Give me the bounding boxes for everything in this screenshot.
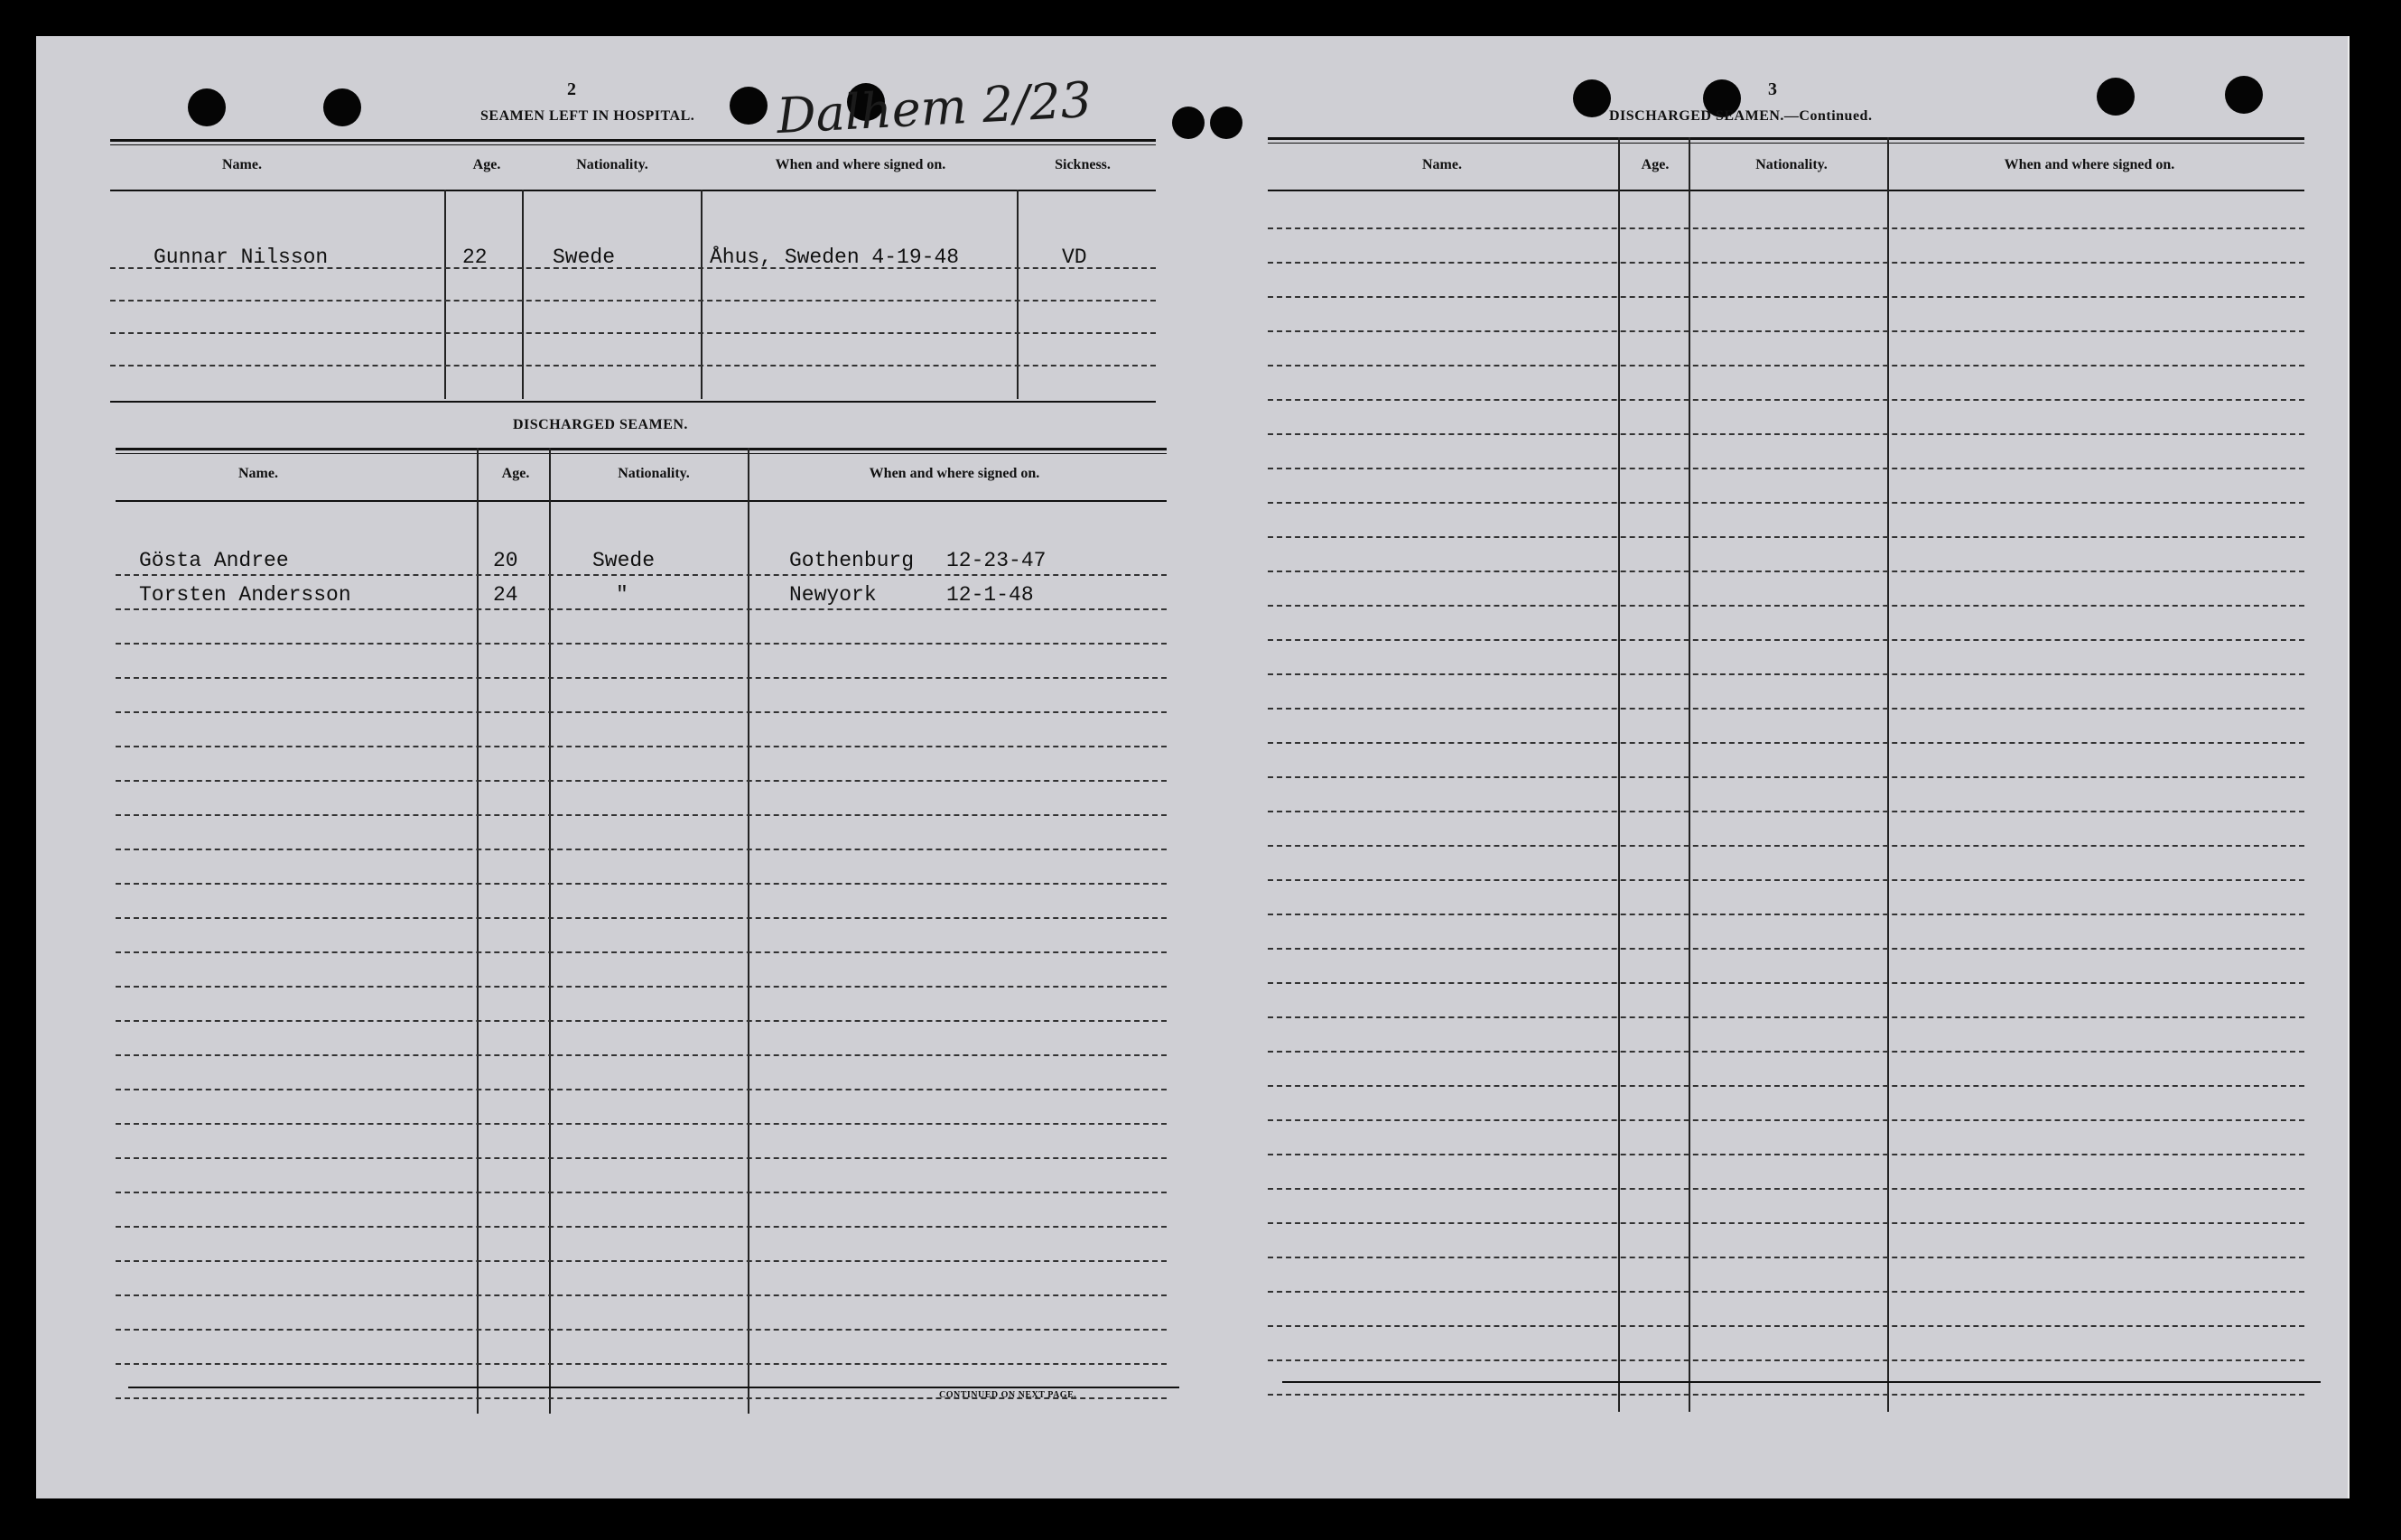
hospital-table [110, 139, 1156, 437]
punch-hole [2225, 76, 2263, 114]
discharged-date-cell: 12-1-48 [946, 583, 1034, 607]
hospital-name-cell: Gunnar Nilsson [154, 246, 329, 269]
col-header-sickness: Sickness. [1055, 157, 1111, 172]
punch-hole [323, 88, 361, 126]
discharged-table [116, 448, 1167, 1423]
page-number-right: 3 [1768, 79, 1777, 99]
continued-note: CONTINUED ON NEXT PAGE. [939, 1390, 1077, 1400]
discharged-continued-table [1268, 137, 2304, 1419]
punch-hole [730, 87, 768, 125]
punch-hole [1172, 107, 1205, 139]
discharged-place-cell: Gothenburg [789, 549, 915, 572]
discharged-nationality-cell: Swede [592, 549, 656, 572]
hospital-signed-on-cell: Åhus, Sweden 4-19-48 [710, 246, 960, 269]
hospital-age-cell: 22 [462, 246, 488, 269]
discharged-place-cell: Newyork [789, 583, 877, 607]
discharged-date-cell: 12-23-47 [946, 549, 1047, 572]
discharged-age-cell: 20 [493, 549, 518, 572]
punch-hole [1573, 79, 1611, 117]
discharged-section-title: DISCHARGED SEAMEN. [513, 417, 688, 432]
col-header-age: Age. [472, 157, 501, 172]
col-header-name: Name. [1422, 157, 1462, 172]
punch-hole [1210, 107, 1242, 139]
hospital-sickness-cell: VD [1062, 246, 1087, 269]
discharged-continued-title: DISCHARGED SEAMEN.—Continued. [1609, 108, 1873, 124]
hospital-section-title: SEAMEN LEFT IN HOSPITAL. [480, 108, 695, 124]
discharged-age-cell: 24 [493, 583, 518, 607]
col-header-nationality: Nationality. [576, 157, 648, 172]
punch-hole [188, 88, 226, 126]
col-header-nationality: Nationality. [1755, 157, 1828, 172]
col-header-signed-on: When and where signed on. [2004, 157, 2175, 172]
col-header-name: Name. [238, 466, 278, 481]
col-header-age: Age. [1641, 157, 1670, 172]
discharged-nationality-cell: " [616, 583, 628, 607]
discharged-name-cell: Gösta Andree [139, 549, 289, 572]
col-header-name: Name. [222, 157, 262, 172]
col-header-age: Age. [501, 466, 530, 481]
discharged-name-cell: Torsten Andersson [139, 583, 351, 607]
col-header-signed-on: When and where signed on. [869, 466, 1040, 481]
page-number-left: 2 [567, 79, 576, 99]
hospital-nationality-cell: Swede [553, 246, 616, 269]
punch-hole [2097, 78, 2135, 116]
col-header-nationality: Nationality. [618, 466, 690, 481]
col-header-signed-on: When and where signed on. [775, 157, 946, 172]
handwritten-annotation: Dalhem 2/23 [775, 70, 1093, 145]
manifest-sheet [36, 36, 2350, 1498]
